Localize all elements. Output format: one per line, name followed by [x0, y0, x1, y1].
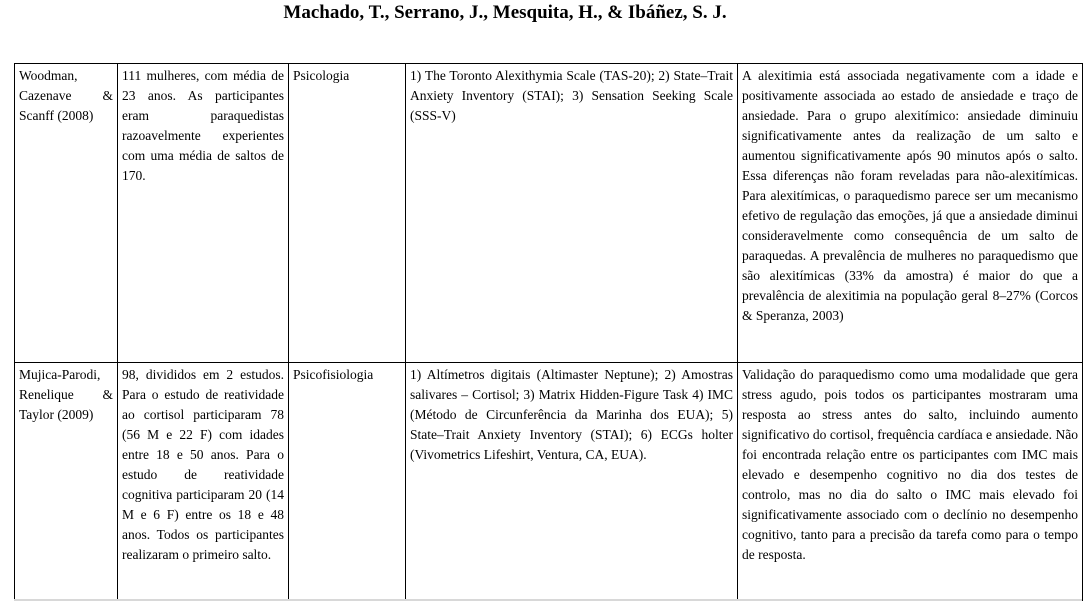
- sample-cell: 98, divididos em 2 estudos. Para o estudo de reatividade ao cortisol participaram 78 (56 M e 22 F) com idades entre 18 e 50 anos. Para o estudo de reatividade cognitiva participaram 20 (14 M e 6 F) entre os 18 e 48 anos. Todos os participantes realizaram o primeiro salto.: [118, 363, 289, 601]
- page-header-authors: Machado, T., Serrano, J., Mesquita, H., & Ibáñez, S. J.: [283, 2, 727, 23]
- instruments-cell: 1) The Toronto Alexithymia Scale (TAS-20); 2) State–Trait Anxiety Inventory (STAI); 3) Sensation Seeking Scale (SSS-V): [406, 64, 738, 363]
- sample-cell: 111 mulheres, com média de 23 anos. As participantes eram paraquedistas razoavelmente experientes com uma média de saltos de 170.: [118, 64, 289, 363]
- study-cell: Woodman, Cazenave & Scanff (2008): [15, 64, 118, 363]
- study-cell: Mujica-Parodi, Renelique & Taylor (2009): [15, 363, 118, 601]
- instruments-cell: 1) Altímetros digitais (Altimaster Neptune); 2) Amostras salivares – Cortisol; 3) Matrix Hidden-Figure Task 4) IMC (Método de Circunferência da Marinha dos EUA); 5) State–Trait Anxiety Inventory (STAI); 6) ECGs holter (Vivometrics Lifeshirt, Ventura, CA, EUA).: [406, 363, 738, 601]
- area-cell: Psicologia: [289, 64, 406, 363]
- table-row: [15, 363, 1083, 601]
- findings-cell: A alexitimia está associada negativamente com a idade e positivamente associada ao estado de ansiedade e traço de ansiedade. Para o grupo alexitímico: ansiedade diminuiu significativamente antes da realização de um salto e aumentou significativamente após 90 minutos após o salto. Essa diferenças não foram reveladas para não-alexitímicas. Para alexitímicas, o paraquedismo parece ser um mecanismo efetivo de regulação das emoções, já que a ansiedade diminui consideravelmente como consequência de um salto de paraquedas. A prevalência de mulheres no paraquedismo que são alexitímicas (33% da amostra) é maior do que a prevalência de alexitimia na população geral 8–27% (Corcos & Speranza, 2003): [738, 64, 1083, 363]
- table-row: [15, 64, 1083, 363]
- findings-cell: Validação do paraquedismo como uma modalidade que gera stress agudo, pois todos os participantes mostraram uma resposta ao stress antes do salto, incluindo aumento significativo do cortisol, frequência cardíaca e ansiedade. Não foi encontrada relação entre os participantes com IMC mais elevado e desempenho cognitivo no dia dos testes de controlo, mas no dia do salto o IMC mais elevado foi significativamente associado com o declínio no desempenho cognitivo, tanto para a precisão da tarefa como para o tempo de resposta.: [738, 363, 1083, 601]
- area-cell: Psicofisiologia: [289, 363, 406, 601]
- literature-table: [14, 63, 1083, 601]
